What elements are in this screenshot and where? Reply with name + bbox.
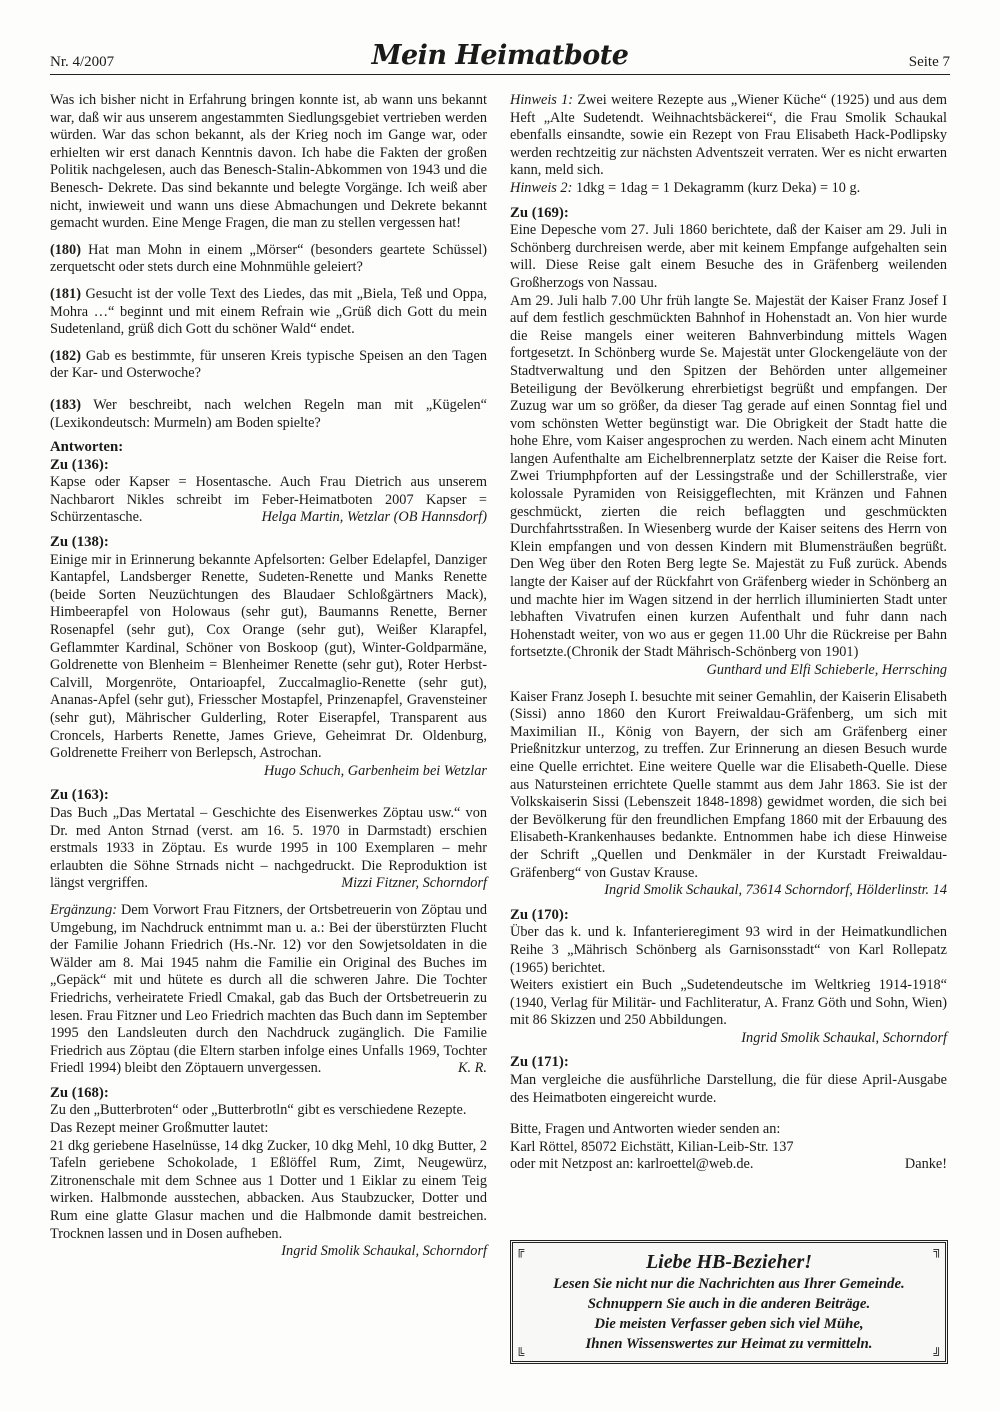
question-180 [50, 242, 487, 277]
answer-168-heading: Zu (168): [50, 1084, 109, 1101]
answer-169-text-b: Am 29. Juli halb 7.00 Uhr früh langte Se. Majestät der Kaiser Franz Josef I auf dem festlich geschmückten Bahnhof in Hohenstadt an. Von hier wurde die Reise mangels einer weiteren Bahnverbindung mittels Wagen fortgesetzt. In Schönberg wurde Se. Majestät unter Glockengeläute von der Stadtverwaltung und den Spitzen der Behörden unter allgemeiner Beteiligung der Bevölkerung ehrerbietigst begrüßt und empfangen. Der Zuzug war um so größer, da dieser Tag gerade auf einen Sonntag fiel und vom schönsten Wetter begünstigt war. Die Obrigkeit der Stadt hatte die hohe Ehre, vom Kaiser angesprochen zu werden. Nach einem acht Minuten langen Aufenthalte am Eichelbrennerplatz setzte der Kaiser die Reise fort. Zwei Triumphpforten auf der Lessingstraße und der Schillerstraße, vier kolossale Pyramiden von Reisiggeflechten, mit Kränzen und Fahnen geschmückt, zierten die reich beflaggten und geschmückten Durchfahrtsstraßen. In Wiesenberg wurde der Kaiser seitens des Herrn von Klein empfangen und von dessen Kindern mit Blumensträußen begrüßt. Den Weg über den Roten Berg legte Se. Majestät zu Fuß zurück. Abends langte der Kaiser auf der Rückfahrt von Gräfenberg wieder in Schönberg an und machte hier im Wagen sitzend in der herrlich illuminierten Stadt unter lebhaften Vivatrufen einen kurzen Aufenthalt und fuhr dann nach Hohenstadt weiter, von wo aus er gegen 11.00 Uhr die Rückreise per Bahn fortsetzte.(Chronik der Stadt Mährisch-Schönberg von 1901) Gunthard und Elfi Schieberle, Herrsching [510, 292, 947, 678]
answer-138-signature: Hugo Schuch, Garbenheim bei Wetzlar [263, 762, 487, 779]
question-number: (183) [50, 396, 81, 413]
answer-136-text: Kapse oder Kapser = Hosentasche. Auch Frau Dietrich aus unserem Nachbarort Nikles schreibt im Feber-Heimatboten 2007 Kapser = Schürzentasche. Helga Martin, Wetzlar (OB Hannsdorf) [50, 474, 487, 526]
notice-title: Liebe HB-Bezieher! [645, 1251, 813, 1273]
page-number: Seite 7 [908, 54, 950, 70]
question-181 [50, 286, 487, 339]
answer-169-text-c: Kaiser Franz Joseph I. besuchte mit seiner Gemahlin, der Kaiserin Elisabeth (Sissi) anno 1860 den Kurort Freiwaldau-Gräfenberg, um sich mit Maximilian II., König von Bayern, der sich am Gräfenberg einer Prießnitzkur unterzog, zu treffen. Zur Erinnerung an diesen Besuch wurde eine Quelle errichtet. Eine weitere Quelle war die Elisabeth-Quelle. Diese aus Natursteinen errichtete Quelle stammt aus dem Jahr 1863. Sie ist der Volkskaiserin Sissi (Lebenszeit 1848-1898) gewidmet worden, die sich bei der Bevölkerung für den freundlichen Empfang 1860 mit der Erbauung des Elisabeth-Krankenhauses bedankte. Entnommen habe ich diese Hinweise der Schrift „Quellen und Denkmäler in der Kurstadt Freiwaldau-Gräfenberg“ von Gustav Krause. [510, 688, 947, 881]
corner-ornament-icon: ╗ [933, 1243, 942, 1257]
question-text: Gesucht ist der volle Text des Liedes, das mit „Biela, Teß und Oppa, Mohra …“ beginnt und mit einem Refrain wie „Grüß dich Gott du mein Sudetenland, grüß dich Gott du schöner Wald“ endet. [50, 285, 487, 338]
page-header [50, 40, 950, 72]
reader-notice-box [510, 1240, 948, 1364]
answer-136-heading: Zu (136): [50, 456, 109, 473]
answer-168-recipe: 21 dkg geriebene Haselnüsse, 14 dkg Zucker, 10 dkg Mehl, 10 dkg Butter, 2 Tafeln geriebene Schokolade, 1 Eßlöffel Rum, Zimt, Neugewürz, Zitronenschale mit dem Schnee aus 1 Dotter und 1 Eiklar zu einem Teig wirken. Halbmonde ausstechen, abbacken. Aus Staubzucker, Dotter und Rum eine glatte Glasur machen und die Halbmonde damit bestreichen. Trocknen lassen und in Dosen aufheben. [50, 1137, 487, 1242]
question-182 [50, 348, 487, 383]
contact-line-3 [510, 1156, 947, 1174]
issue-number: Nr. 4/2007 [50, 54, 115, 70]
right-column [510, 92, 947, 1174]
answer-170-text-b: Weiters existiert ein Buch „Sudetendeutsche im Weltkrieg 1914-1918“ (1940, Verlag für Militär- und Fachliteratur, A. Franz Göth und Sohn, Wien) mit 86 Skizzen und 250 Abbildungen. [510, 977, 947, 1029]
question-text: Hat man Mohn in einem „Mörser“ (besonders geartete Schüssel) zerquetscht oder stets durch eine Mohnmühle geleiert? [50, 241, 487, 276]
answer-169-heading: Zu (169): [510, 204, 569, 221]
question-183 [50, 397, 487, 432]
question-text: Gab es bestimmte, für unseren Kreis typische Speisen an den Tagen der Kar- und Osterwoche? [50, 347, 487, 382]
contact-line-2: Karl Röttel, 85072 Eichstätt, Kilian-Leib-Str. 137 [510, 1138, 794, 1155]
answer-171-text: Man vergleiche die ausführliche Darstellung, die für diese April-Ausgabe des Heimatboten eingereicht wurde. [510, 1072, 947, 1106]
intro-paragraph: Was ich bisher nicht in Erfahrung bringen konnte ist, ab wann uns bekannt war, daß wir aus unserem angestammten Siedlungsgebiet vertrieben werden würden. War das schon bekannt, als der Krieg noch im Gange war, oder erhielten wir erst danach Kenntnis davon. Ich habe die Fakten der großen Politik nachgelesen, auch das Benesch-Stalin-Abkommen von 1943 und die Benesch- Dekrete. Das sind bekannte und belegte Vorgänge. Ich weiß aber nicht, inwieweit und wann uns diese Abmachungen und Dekrete bekannt gemacht wurden. Eine Menge Fragen, die man zu stellen vergessen hat! [50, 92, 487, 232]
answer-163-text: Das Buch „Das Mertatal – Geschichte des Eisenwerkes Zöptau usw.“ von Dr. med Anton Strnad (verst. am 16. 5. 1970 in Darmstadt) erschien erstmals 1933 in Zöptau. Es wurde 1995 in 100 Exemplaren – mehr erlaubten die Söhne Strnads nicht – nachgedruckt. Die Reproduktion ist längst vergriffen. Mizzi Fitzner, Schorndorf [50, 804, 487, 892]
corner-ornament-icon: ╝ [933, 1347, 942, 1361]
answer-136-signature: Helga Martin, Wetzlar (OB Hannsdorf) [261, 509, 487, 526]
answer-168-recipe-title: Das Rezept meiner Großmutter lautet: [50, 1120, 269, 1137]
hint-1: Hinweis 1: Zwei weitere Rezepte aus „Wiener Küche“ (1925) und aus dem Heft „Alte Sudetendt. Weihnachtsbäckerei“, die Frau Smolik Schaukal ebenfalls einsandte, sowie ein Rezept von Frau Elisabeth Hack-Podlipsky werden rechtzeitig zur nächsten Adventszeit verraten. Wer es nicht erwarten kann, meld sich. [510, 92, 947, 179]
answer-163-heading: Zu (163): [50, 787, 109, 804]
question-number: (180) [50, 241, 81, 258]
header-rule [50, 74, 950, 75]
supplement-signature: K. R. [458, 1060, 487, 1077]
contact-line-1: Bitte, Fragen und Antworten wieder senden an: [510, 1121, 781, 1138]
notice-line-3: Die meisten Verfasser geben sich viel Mühe, [594, 1316, 864, 1332]
question-number: (182) [50, 347, 81, 364]
hint-2-label: Hinweis 2: [510, 179, 573, 196]
masthead-logo: Mein Heimatbote [371, 40, 629, 71]
answers-heading: Antworten: [50, 439, 124, 456]
question-number: (181) [50, 285, 81, 302]
answer-169-signature-1: Gunthard und Elfi Schieberle, Herrsching [706, 662, 947, 678]
answer-170-heading: Zu (170): [510, 906, 569, 923]
answer-170-text-a: Über das k. und k. Infanterieregiment 93 wird in der Heimatkundlichen Reihe 3 „Mährisch Schönberg als Garnisonsstadt“ von Karl Rollepatz (1965) berichtet. [510, 924, 947, 976]
notice-line-2: Schnuppern Sie auch in die anderen Beiträge. [587, 1296, 871, 1312]
hint-2: Hinweis 2: 1dkg = 1dag = 1 Dekagramm (kurz Deka) = 10 g. [510, 179, 861, 196]
corner-ornament-icon: ╚ [516, 1347, 525, 1361]
hint-1-label: Hinweis 1: [510, 92, 574, 108]
answer-169-text-a: Eine Depesche vom 27. Juli 1860 berichtete, daß der Kaiser am 29. Juli in Schönberg durchreisen werde, aber mit keinem Empfange aufgehalten sein will. Diese Reise galt einem Besuche des in Gräfenberg weilenden Großherzogs von Nassau. [510, 222, 947, 291]
answer-170-signature: Ingrid Smolik Schaukal, Schorndorf [741, 1029, 947, 1046]
supplement-paragraph: Ergänzung: Dem Vorwort Frau Fitzners, der Ortsbetreuerin von Zöptau und Umgebung, im Nachdruck entnimmt man u. a.: Bei der überstürzten Flucht der Familie Johann Friedrich (Hs.-Nr. 12) vor den Sowjetsoldaten in die Wälder am 8. Mai 1945 nahm die Familie ein Original des Buches im „Gepäck“ mit und hütete es durch all die schweren Jahre. Die Tochter Friedrichs, verheiratete Friedl Cmakal, gab das Buch der Ortsbetreuerin zu lesen. Frau Fitzner und Leo Friedrich machten das Buch dann im September 1995 den Landsleuten durch den Nachdruck zugänglich. Die Familie Friedrich aus Zöptau (die Eltern starben infolge eines Unfalls 1969, Tochter Friedl 1994) bleibt den Zöptauern unvergessen. K. R. [50, 901, 487, 1077]
answer-163-signature: Mizzi Fitzner, Schorndorf [341, 875, 487, 892]
answer-138-text: Einige mir in Erinnerung bekannte Apfelsorten: Gelber Edelapfel, Danziger Kantapfel, Landsberger Renette, Sudeten-Renette und Manks Renette (beide Sorten Neuzüchtungen des Blaudaer Schloßgärtners Mack), Himbeerapfel von Holowaus (sehr gut), Baumanns Renette, Berner Rosenapfel (sehr gut), Cox Orange (sehr gut), Weißer Klarapfel, Geflammter Kardinal, Schöner von Boskoop (gut), Winter-Goldparmäne, Goldrenette von Blenheim = Blenheimer Renette (sehr gut), Roter Herbst-Calvill, Morgenröte, Ontarioapfel, Zuccalmaglio-Renette (sehr gut), Ananas-Apfel (sehr gut), Friesscher Mostapfel, Prinzenapfel, Gravensteiner (sehr gut), Mährischer Gulderling, Roter Eiserapfel, Transparent aus Croncels, Harberts Renette, James Grieve, Geheimrat Dr. Oldenburg, Goldrenette Freiherr von Berlepsch, Astrochan. [50, 551, 487, 762]
thanks-text: Danke! [904, 1156, 947, 1173]
answer-138-heading: Zu (138): [50, 534, 109, 551]
notice-line-1: Lesen Sie nicht nur die Nachrichten aus Ihrer Gemeinde. [553, 1276, 905, 1292]
answer-168-intro: Zu den „Butterbroten“ oder „Butterbrotln“ gibt es verschiedene Rezepte. [50, 1102, 467, 1119]
answer-171-heading: Zu (171): [510, 1054, 569, 1071]
supplement-label: Ergänzung: [50, 901, 117, 918]
question-text: Wer beschreibt, nach welchen Regeln man mit „Kügelen“ (Lexikondeutsch: Murmeln) am Boden spielte? [50, 396, 487, 431]
left-column [50, 92, 487, 1261]
corner-ornament-icon: ╔ [516, 1243, 525, 1257]
contact-email[interactable]: oder mit Netzpost an: karlroettel@web.de. [510, 1156, 754, 1173]
answer-168-signature: Ingrid Smolik Schaukal, Schorndorf [281, 1243, 487, 1260]
notice-line-4: Ihnen Wissenswertes zur Heimat zu vermitteln. [585, 1336, 873, 1352]
answer-169-signature-2: Ingrid Smolik Schaukal, 73614 Schorndorf, Hölderlinstr. 14 [604, 882, 947, 899]
